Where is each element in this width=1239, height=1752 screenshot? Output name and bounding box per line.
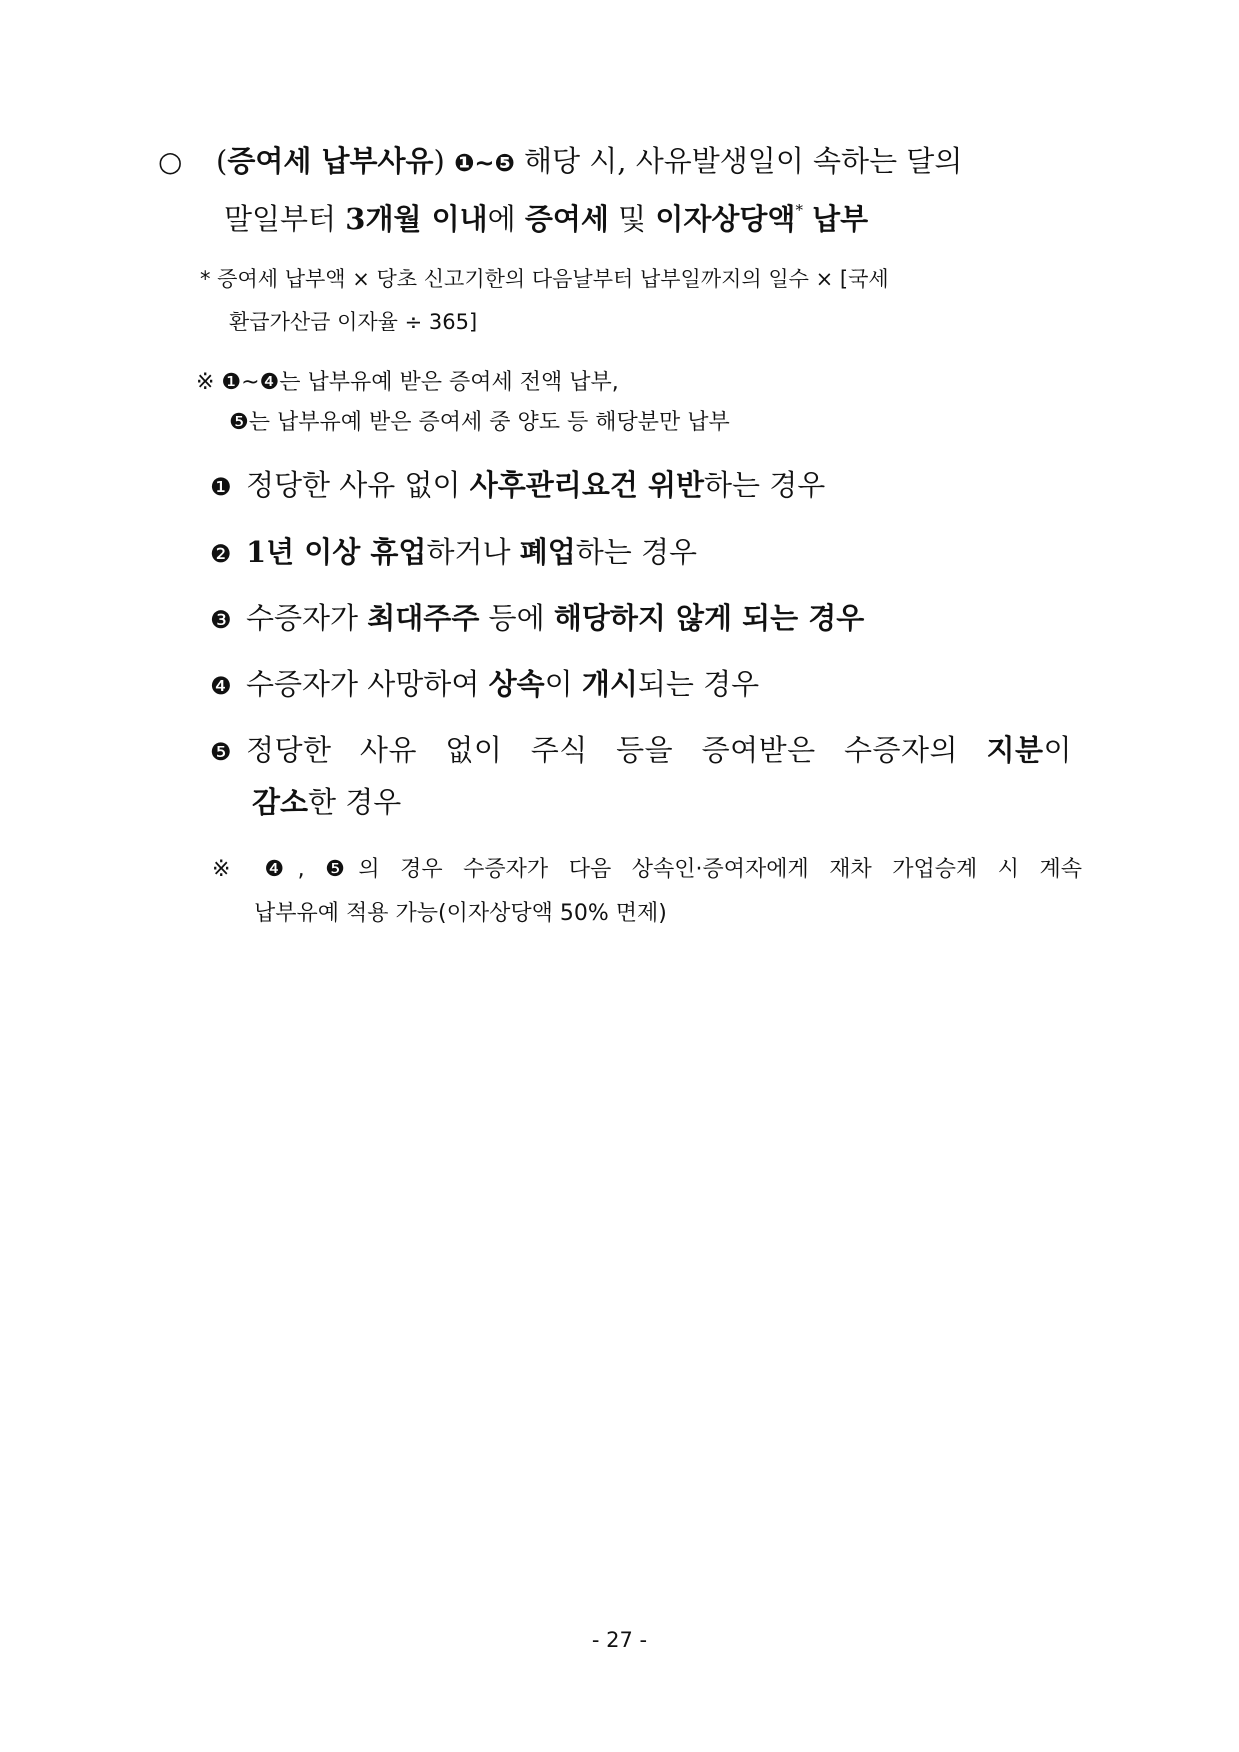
item-text: 등에: [479, 601, 554, 635]
item-number: ❷: [210, 540, 232, 568]
item-number: ❺: [210, 738, 232, 766]
close-paren: ): [433, 144, 445, 178]
note-1: [196, 363, 1076, 443]
main-text-5: [803, 202, 812, 236]
item-text: 이: [544, 667, 582, 701]
gift-tax-bold: 증여세: [524, 202, 609, 236]
item-text: 하는 경우: [575, 535, 698, 569]
main-bullet: ○: [158, 145, 183, 178]
note-2: [212, 848, 1082, 936]
main-text-1: 해당 시, 사유발생일이 속하는 달의: [514, 144, 963, 178]
item-bold: 감소: [252, 785, 309, 819]
deadline-bold: 3개월 이내: [345, 202, 488, 236]
footnote-line-1: * 증여세 납부액 × 당초 신고기한의 다음날부터 납부일까지의 일수 × [국세: [200, 267, 889, 291]
item-text: 정당한 사유 없이 주식 등을 증여받은 수증자의: [246, 733, 987, 767]
footnote-marker: *: [795, 201, 803, 219]
note-1-line-2: ❺는 납부유예 받은 증여세 중 양도 등 해당분만 납부: [229, 410, 730, 435]
item-text: 수증자가 사망하여: [246, 667, 489, 701]
footnote-line-2: 환급가산금 이자율 ÷ 365]: [229, 310, 478, 334]
item-text: 한 경우: [308, 785, 402, 819]
list-item-5: [210, 725, 1080, 827]
list-item-4: [210, 659, 1090, 711]
item-bold: 지분: [986, 733, 1044, 767]
item-text: 이: [1043, 733, 1072, 767]
item-text: 정당한 사유 없이: [246, 468, 470, 502]
main-heading: 증여세 납부사유: [227, 144, 434, 178]
item-number: ❹: [210, 672, 232, 700]
main-line-1: [216, 138, 1086, 187]
item-bold: 해당하지 않게 되는 경우: [553, 601, 865, 635]
item-5-line-1: [246, 725, 1072, 775]
item-text: 수증자가: [246, 601, 368, 635]
item-bold: 최대주주: [367, 601, 480, 635]
item-bold: 폐업: [519, 535, 576, 569]
item-bold: 개시: [581, 667, 638, 701]
main-text-4: 및: [608, 202, 656, 236]
payment-bold: 납부: [812, 202, 869, 236]
interest-bold: 이자상당액: [655, 202, 796, 236]
item-text: 하거나: [426, 535, 520, 569]
item-bold: 사후관리요건 위반: [469, 468, 704, 502]
footnote: [200, 258, 1080, 344]
item-bold: 1년 이상 휴업: [246, 535, 427, 569]
item-number: ❸: [210, 606, 232, 634]
item-bold: 상속: [488, 667, 545, 701]
note-2-line-2: 납부유예 적용 가능(이자상당액 50% 면제): [254, 901, 667, 926]
range-markers: ❶~❺: [454, 149, 515, 177]
item-text: 하는 경우: [703, 468, 826, 502]
list-item-2: [210, 527, 1090, 579]
note-1-line-1: ※ ❶~❹는 납부유예 받은 증여세 전액 납부,: [196, 370, 619, 395]
item-5-line-2: [210, 777, 1080, 827]
main-paragraph: [216, 138, 1086, 243]
open-paren: (: [216, 144, 228, 178]
page-number: - 27 -: [591, 1628, 648, 1652]
item-number: ❶: [210, 473, 232, 501]
main-line-2: [216, 187, 1086, 243]
list-item-1: [210, 460, 1090, 512]
list-item-3: [210, 593, 1090, 645]
main-text-3: 에: [487, 202, 525, 236]
note-2-line-1: ※ ❹, ❺의 경우 수증자가 다음 상속인·증여자에게 재차 가업승계 시 계속: [212, 857, 1082, 882]
item-text: 되는 경우: [637, 667, 760, 701]
main-text-2: 말일부터: [224, 202, 346, 236]
